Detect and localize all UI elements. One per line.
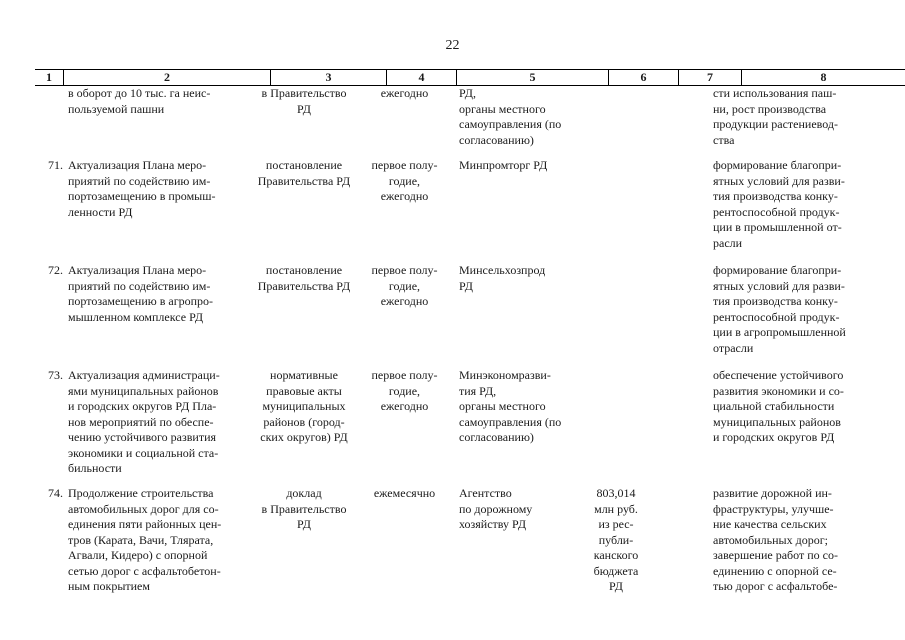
header-col-7: 7 bbox=[678, 70, 741, 85]
header-col-1: 1 bbox=[46, 70, 52, 84]
result-cell: развитие дорожной ин- фраструктуры, улучше- ние качества сельских автомобильных дорог; завершение работ по со- единению с опорной се- тью дорог с асфальтобе- bbox=[713, 486, 838, 593]
header-col-6: 6 bbox=[608, 70, 678, 85]
measure-cell: Актуализация Плана меро- приятий по содействию им- портозамещению в агропро- мышленном комплексе РД bbox=[68, 263, 214, 324]
row-number: 74. bbox=[48, 486, 63, 500]
deadline-cell: первое полу- годие, ежегодно bbox=[371, 368, 438, 413]
funding-cell: 803,014 млн руб. из рес- публи- канского бюджета РД bbox=[593, 486, 639, 593]
header-col-8: 8 bbox=[741, 70, 905, 85]
document-cell: постановление Правительства РД bbox=[257, 158, 351, 188]
deadline-cell: ежемесячно bbox=[373, 486, 436, 500]
document-cell: доклад в Правительство РД bbox=[261, 486, 347, 531]
document-cell: постановление Правительства РД bbox=[257, 263, 351, 293]
result-cell: обеспечение устойчивого развития экономики и со- циальной стабильности муниципальных районов и городских округов РД bbox=[713, 368, 844, 444]
result-cell: формирование благопри- ятных условий для разви- тия производства конку- рентоспособной продук- ции в агропромышленной отрасли bbox=[713, 263, 846, 355]
measure-cell: в оборот до 10 тыс. га неис- пользуемой пашни bbox=[68, 86, 211, 116]
header-col-4: 4 bbox=[386, 70, 456, 85]
document-cell: в Правительство РД bbox=[261, 86, 347, 116]
measure-cell: Актуализация Плана меро- приятий по содействию им- портозамещению в промыш- ленности РД bbox=[68, 158, 216, 219]
header-col-2: 2 bbox=[63, 70, 270, 85]
measure-cell: Актуализация администраци- ями муниципальных районов и городских округов РД Пла- нов мероприятий по обеспе- чению устойчивого развития экономики и социальной ста- бильности bbox=[68, 368, 220, 475]
executor-cell: Агентство по дорожному хозяйству РД bbox=[459, 486, 533, 531]
header-col-5: 5 bbox=[456, 70, 608, 85]
result-cell: сти использования паш- ни, рост производства продукции растениевод- ства bbox=[713, 86, 839, 147]
deadline-cell: ежегодно bbox=[380, 86, 429, 100]
deadline-cell: первое полу- годие, ежегодно bbox=[371, 263, 438, 308]
executor-cell: Минпромторг РД bbox=[459, 158, 548, 172]
executor-cell: Минэкономразви- тия РД, органы местного самоуправления (по согласованию) bbox=[459, 368, 562, 444]
measure-cell: Продолжение строительства автомобильных дорог для со- единения пяти районных цен- тров (Карата, Вачи, Тлярата, Агвали, Кидеро) с опорной сетью дорог с асфальтобетон- ным покрытием bbox=[68, 486, 222, 593]
row-number: 72. bbox=[48, 263, 63, 277]
row-number: 73. bbox=[48, 368, 63, 382]
page-number: 22 bbox=[445, 38, 460, 53]
header-col-3: 3 bbox=[270, 70, 386, 85]
document-cell: нормативные правовые акты муниципальных районов (город- ских округов) РД bbox=[260, 368, 348, 444]
executor-cell: Минсельхозпрод РД bbox=[459, 263, 546, 293]
row-number: 71. bbox=[48, 158, 63, 172]
deadline-cell: первое полу- годие, ежегодно bbox=[371, 158, 438, 203]
result-cell: формирование благопри- ятных условий для разви- тия производства конку- рентоспособной продук- ции в промышленной от- расли bbox=[713, 158, 845, 250]
table-header bbox=[35, 69, 905, 86]
executor-cell: РД, органы местного самоуправления (по согласованию) bbox=[459, 86, 562, 147]
